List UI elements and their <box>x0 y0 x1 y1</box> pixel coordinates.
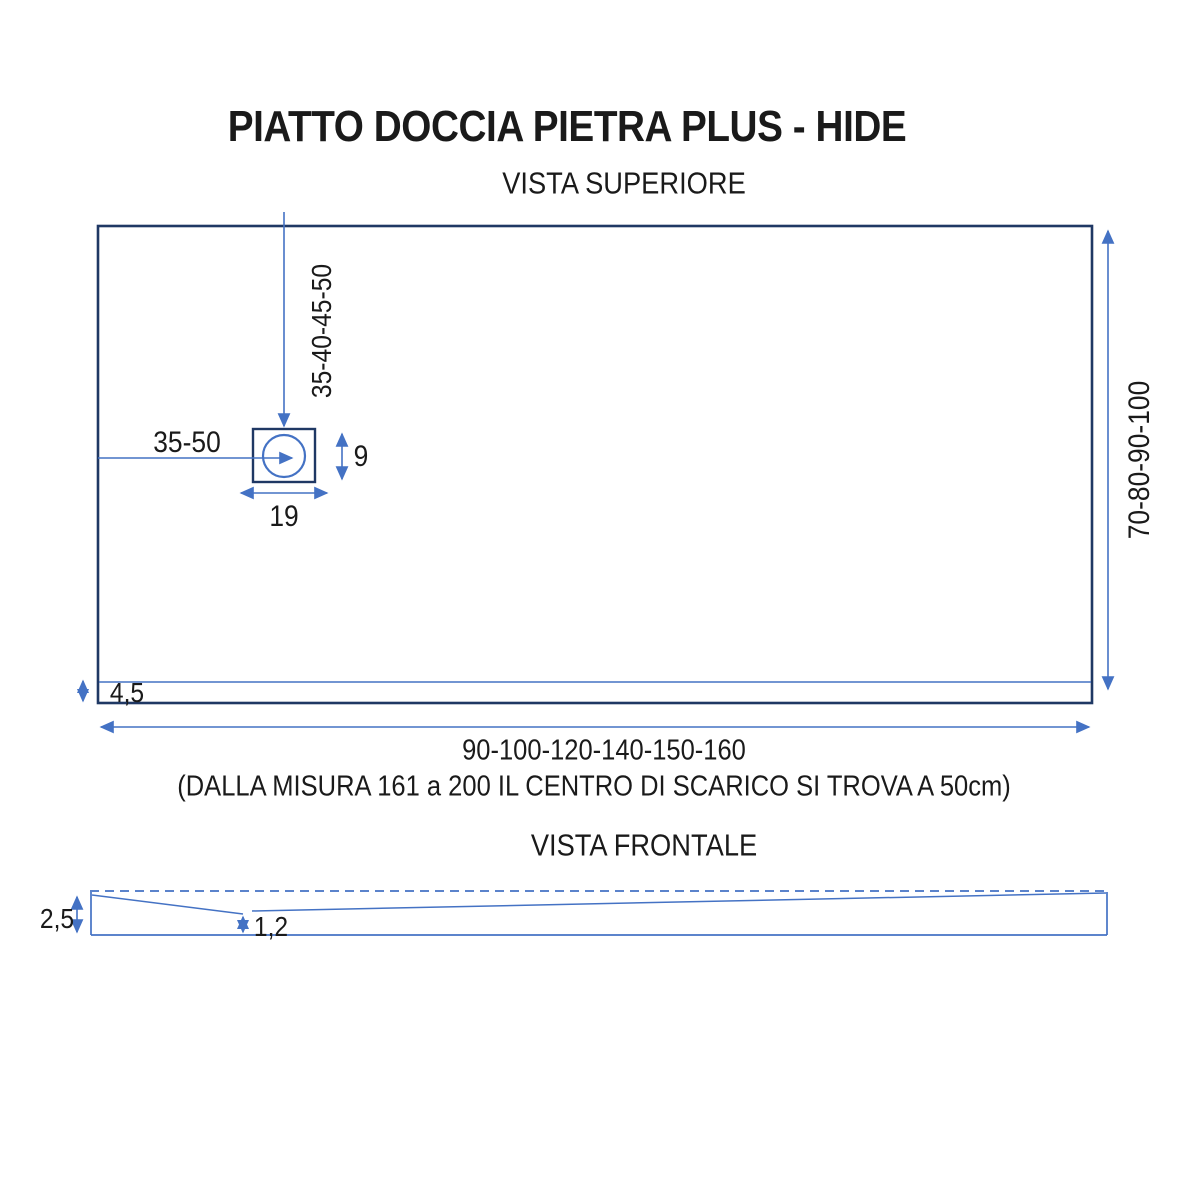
tray-outline <box>98 226 1092 703</box>
front-view-heading: VISTA FRONTALE <box>530 827 758 863</box>
front-surface-slope-left <box>92 895 243 914</box>
edge-band-thickness-label: 4,5 <box>109 677 145 708</box>
page-title: PIATTO DOCCIA PIETRA PLUS - HIDE <box>227 102 907 151</box>
drain-offset-vertical-label: 35-40-45-50 <box>306 263 337 399</box>
front-view-drawing <box>77 891 1110 935</box>
tray-length-note: (DALLA MISURA 161 a 200 IL CENTRO DI SCARICO SI TROVA A 50cm) <box>177 770 1011 803</box>
drain-height-label: 9 <box>353 440 369 473</box>
front-surface-slope-right <box>252 893 1106 911</box>
top-view-heading: VISTA SUPERIORE <box>502 165 746 201</box>
tray-length-range-label: 90-100-120-140-150-160 <box>462 734 746 767</box>
tray-width-range-label: 70-80-90-100 <box>1123 380 1156 540</box>
front-total-height-label: 2,5 <box>39 903 75 934</box>
front-drain-height-label: 1,2 <box>253 911 289 942</box>
top-view-drawing <box>83 212 1108 727</box>
drain-offset-horizontal-label: 35-50 <box>153 426 221 459</box>
drain-circle <box>263 435 305 477</box>
drain-width-label: 19 <box>269 500 299 533</box>
